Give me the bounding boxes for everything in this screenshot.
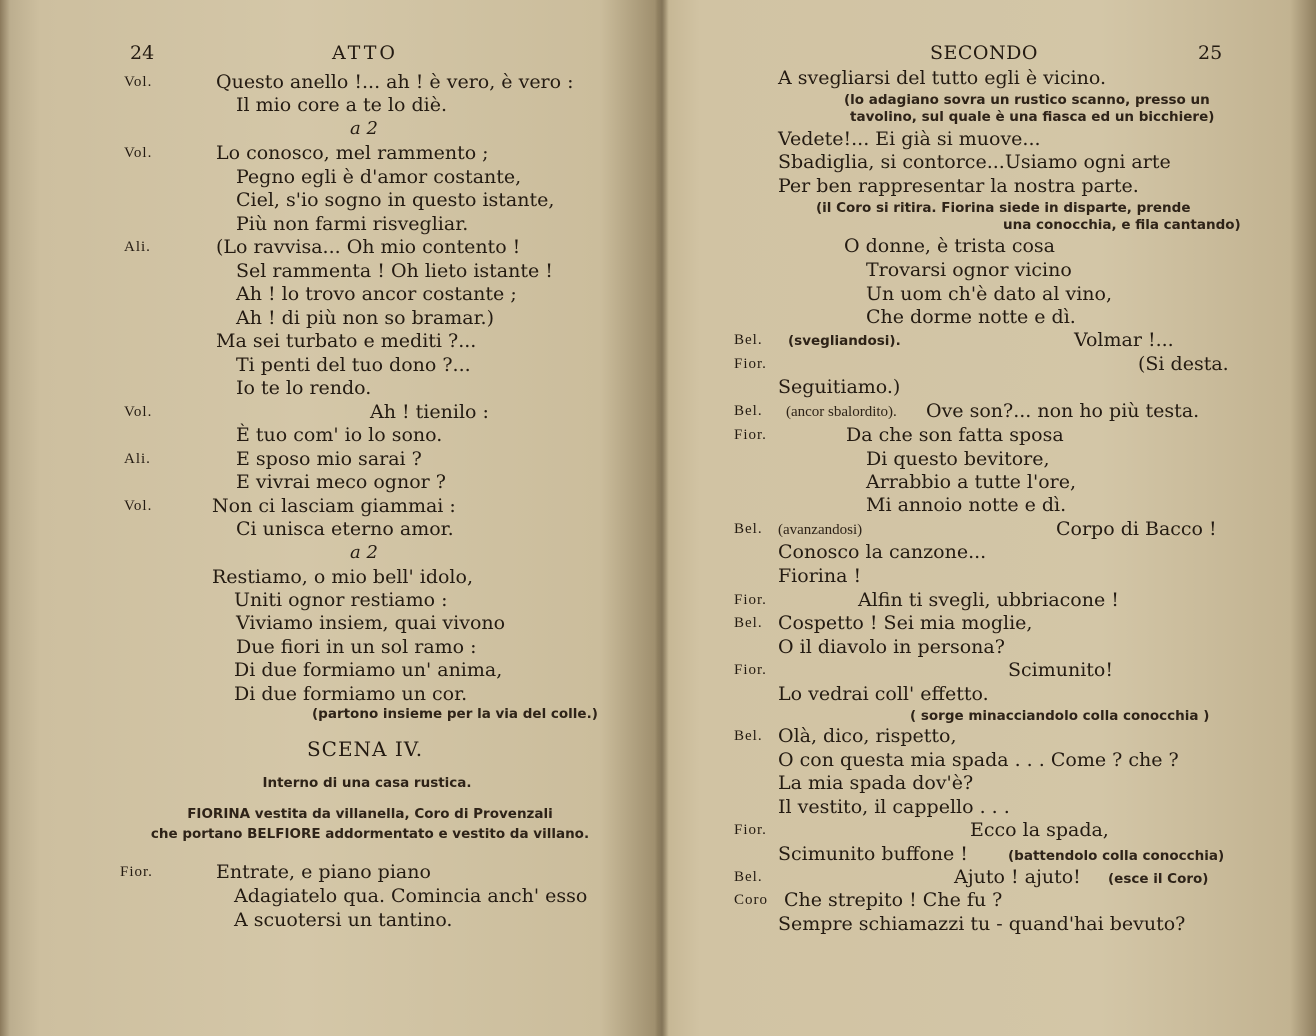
verse-line: Di due formiamo un cor. (234, 683, 468, 705)
speaker-label: Fior. (734, 662, 767, 678)
verse-line: Sel rammenta ! Oh lieto istante ! (236, 260, 553, 282)
speaker-label: Vol. (124, 404, 153, 420)
verse-line: Olà, dico, rispetto, (778, 725, 957, 747)
verse-line: Scimunito! (1008, 659, 1114, 681)
song-line: Mi annoio notte e dì. (866, 494, 1067, 516)
song-line: Da che son fatta sposa (846, 424, 1064, 446)
verse-line: Pegno egli è d'amor costante, (236, 166, 522, 188)
verse-line: O il diavolo in persona? (778, 636, 1005, 658)
song-line: Di questo bevitore, (866, 448, 1050, 470)
verse-line: Non ci lasciam giammai : (212, 495, 456, 517)
song-line: O donne, è trista cosa (844, 235, 1056, 257)
page-number: 25 (1198, 42, 1223, 64)
speaker-label: Ali. (124, 451, 151, 467)
verse-line: Ecco la spada, (970, 819, 1109, 841)
stage-direction: (lo adagiano sovra un rustico scanno, presso un (844, 92, 1210, 108)
verse-line: Ajuto ! ajuto! (954, 866, 1081, 888)
verse-line: A svegliarsi del tutto egli è vicino. (778, 67, 1107, 89)
verse-line: A scuotersi un tantino. (234, 909, 453, 931)
stage-direction: (esce il Coro) (1108, 871, 1209, 887)
speaker-label: Fior. (734, 822, 767, 838)
speaker-label: Ali. (124, 239, 151, 255)
speaker-label: Fior. (734, 356, 767, 372)
stage-direction: (ancor sbalordito). (786, 404, 897, 420)
verse-line: Seguitiamo.) (778, 376, 901, 398)
speaker-label: Bel. (734, 403, 763, 419)
stage-direction: tavolino, sul quale è una fiasca ed un bicchiere) (850, 109, 1215, 125)
stage-direction: (il Coro si ritira. Fiorina siede in disparte, prende (816, 200, 1191, 216)
verse-line: Ove son?... non ho più testa. (926, 400, 1200, 422)
stage-direction: una conocchia, e fila cantando) (1003, 217, 1241, 233)
verse-line: Ci unisca eterno amor. (236, 518, 454, 540)
verse-line: È tuo com' io lo sono. (236, 424, 443, 446)
running-head: ATTO (332, 42, 398, 64)
scene-description: che portano BELFIORE addormentato e vestito da villano. (150, 826, 590, 842)
song-line: Che dorme notte e dì. (866, 306, 1076, 328)
verse-line: Alfin ti svegli, ubbriacone ! (858, 589, 1119, 611)
verse-line: Volmar !... (1074, 329, 1174, 351)
scene-description: FIORINA vestita da villanella, Coro di Provenzali (187, 806, 553, 822)
verse-line: Sempre schiamazzi tu - quand'hai bevuto? (778, 913, 1186, 935)
song-line: Arrabbio a tutte l'ore, (866, 471, 1076, 493)
speaker-label: Coro (734, 892, 768, 908)
verse-line: Ti penti del tuo dono ?... (236, 354, 471, 376)
right-page (668, 0, 1316, 1036)
verse-line: Di due formiamo un' anima, (234, 659, 503, 681)
verse-line: Ah ! lo trovo ancor costante ; (236, 283, 517, 305)
verse-line: (Si desta. (1138, 353, 1229, 375)
stage-direction: (avanzandosi) (778, 522, 863, 538)
verse-line: Fiorina ! (778, 565, 862, 587)
verse-line: Il mio core a te lo diè. (236, 94, 448, 116)
verse-line: O con questa mia spada . . . Come ? che ? (778, 749, 1179, 771)
verse-line: Ah ! tienilo : (370, 401, 489, 423)
speaker-label: Bel. (734, 869, 763, 885)
verse-line: Scimunito buffone ! (778, 843, 968, 865)
verse-line: Questo anello !... ah ! è vero, è vero : (216, 71, 574, 93)
song-line: Un uom ch'è dato al vino, (866, 283, 1112, 305)
verse-line: Adagiatelo qua. Comincia anch' esso (234, 885, 588, 907)
verse-line: Ah ! di più non so bramar.) (236, 307, 495, 329)
scene-setting: Interno di una casa rustica. (262, 775, 472, 791)
verse-line: Sbadiglia, si contorce...Usiamo ogni arte (778, 151, 1171, 173)
duet-marker: a 2 (350, 542, 378, 563)
verse-line: Che strepito ! Che fu ? (784, 889, 1003, 911)
verse-line: Cospetto ! Sei mia moglie, (778, 612, 1033, 634)
verse-line: Corpo di Bacco ! (1056, 518, 1217, 540)
verse-line: Uniti ognor restiamo : (234, 589, 448, 611)
verse-line: Il vestito, il cappello . . . (778, 796, 1010, 818)
verse-line: E vivrai meco ognor ? (236, 471, 446, 493)
running-head: SECONDO (930, 42, 1038, 64)
song-line: Trovarsi ognor vicino (866, 259, 1072, 281)
verse-line: Ciel, s'io sogno in questo istante, (236, 189, 555, 211)
verse-line: Vedete!... Ei già si muove... (778, 128, 1041, 150)
stage-direction: (battendolo colla conocchia) (1008, 848, 1225, 864)
speaker-label: Bel. (734, 332, 763, 348)
scene-title: SCENA IV. (306, 737, 424, 761)
speaker-label: Fior. (734, 592, 767, 608)
verse-line: (Lo ravvisa... Oh mio contento ! (216, 236, 521, 258)
verse-line: Conosco la canzone... (778, 541, 987, 563)
speaker-label: Vol. (124, 145, 153, 161)
duet-marker: a 2 (350, 118, 378, 139)
stage-direction: (svegliandosi). (788, 333, 901, 349)
speaker-label: Fior. (120, 864, 153, 880)
verse-line: E sposo mio sarai ? (236, 448, 422, 470)
verse-line: Restiamo, o mio bell' idolo, (212, 566, 473, 588)
verse-line: Entrate, e piano piano (216, 861, 431, 883)
verse-line: La mia spada dov'è? (778, 772, 974, 794)
stage-direction: ( sorge minacciandolo colla conocchia ) (910, 708, 1210, 724)
verse-line: Per ben rappresentar la nostra parte. (778, 175, 1139, 197)
verse-line: Due fiori in un sol ramo : (236, 636, 477, 658)
verse-line: Lo vedrai coll' effetto. (778, 683, 989, 705)
verse-line: Viviamo insiem, quai vivono (236, 612, 506, 634)
speaker-label: Fior. (734, 427, 767, 443)
speaker-label: Bel. (734, 728, 763, 744)
speaker-label: Vol. (124, 74, 153, 90)
stage-direction: (partono insieme per la via del colle.) (312, 706, 598, 722)
verse-line: Io te lo rendo. (236, 377, 372, 399)
speaker-label: Vol. (124, 498, 153, 514)
verse-line: Lo conosco, mel rammento ; (216, 142, 489, 164)
speaker-label: Bel. (734, 521, 763, 537)
page-number: 24 (130, 42, 155, 64)
verse-line: Ma sei turbato e mediti ?... (216, 330, 477, 352)
speaker-label: Bel. (734, 615, 763, 631)
verse-line: Più non farmi risvegliar. (236, 213, 469, 235)
